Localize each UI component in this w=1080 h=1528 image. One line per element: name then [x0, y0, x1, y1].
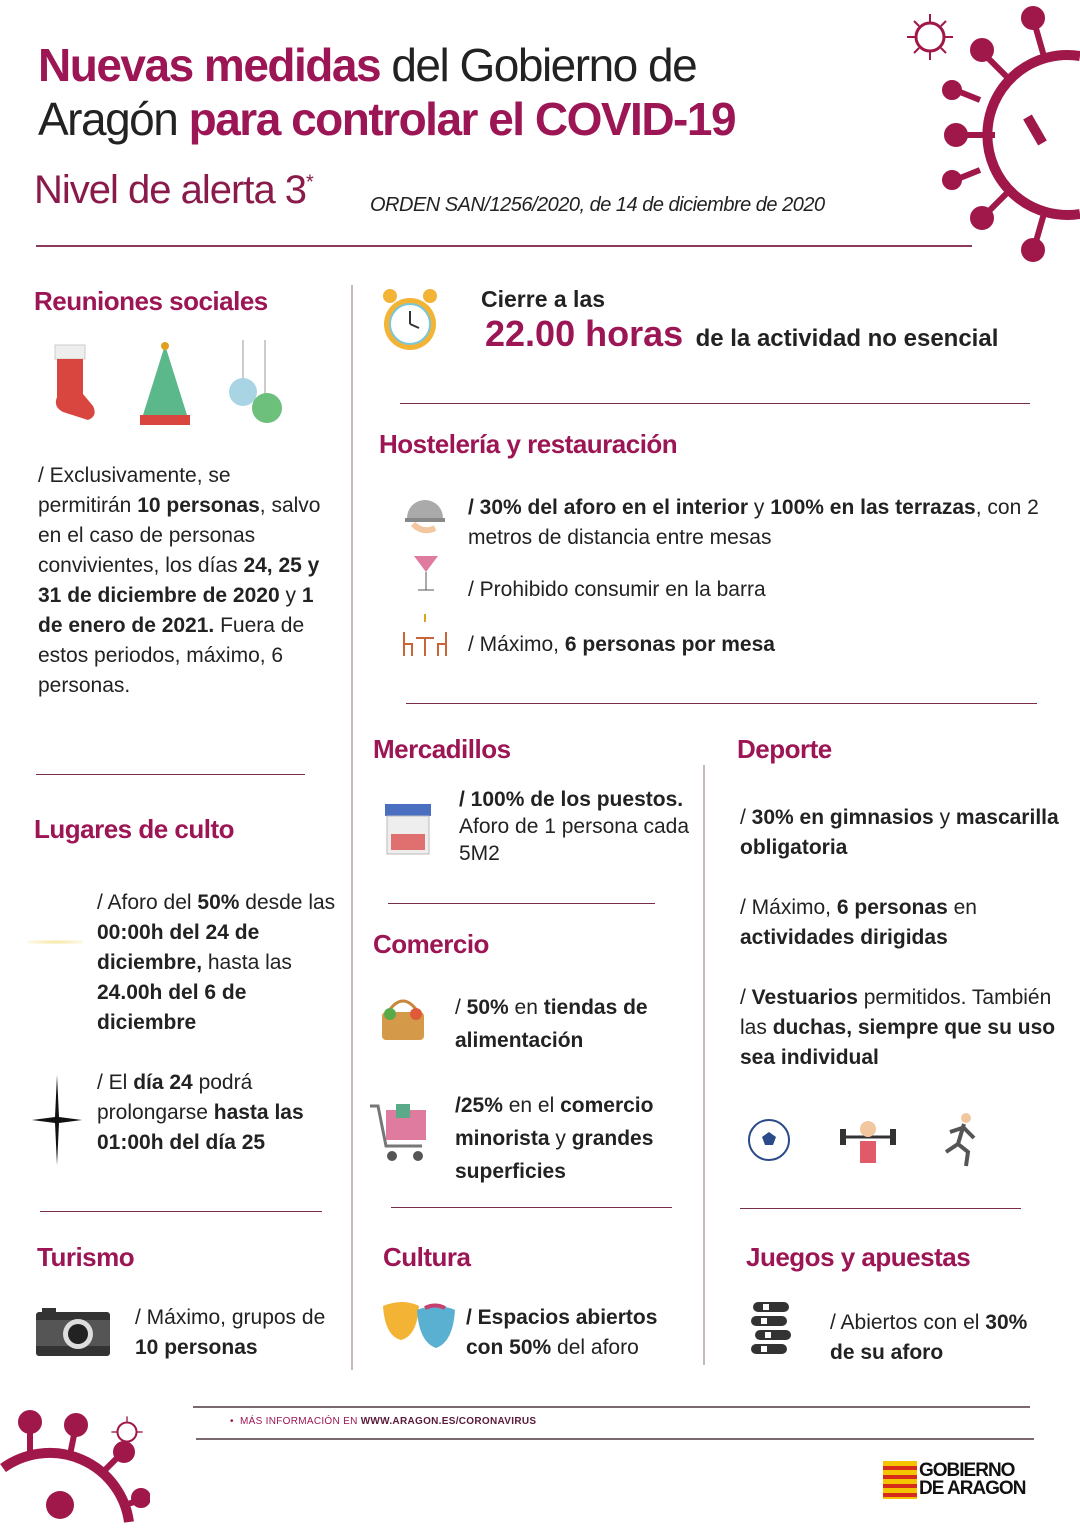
divider [740, 1208, 1021, 1209]
closing-line-2 [485, 313, 998, 355]
casino-chips-icon [749, 1300, 793, 1358]
text-segment: / [740, 806, 752, 829]
text-segment: del aforo [551, 1336, 639, 1359]
bold-text-segment: 6 personas [836, 896, 948, 919]
mercadillos-text [459, 786, 689, 867]
bold-text-segment: para controlar el COVID-19 [188, 93, 736, 145]
text-segment: podrá prolongarse [97, 1071, 253, 1124]
bold-text-segment: hasta las 01:00h del día 25 [97, 1101, 304, 1154]
small-virus-icon [905, 12, 955, 62]
culto-item-1 [97, 888, 347, 1038]
hosteleria-item-3 [468, 630, 775, 660]
alert-asterisk: * [306, 171, 313, 194]
bold-text-segment: 1 de enero de 2021. [38, 584, 314, 637]
comercio-heading: Comercio [373, 929, 489, 959]
bullet: • [230, 1416, 240, 1427]
deporte-item-2 [740, 893, 1060, 953]
runner-icon [942, 1112, 980, 1168]
text-segment: / Abiertos con el [830, 1311, 986, 1334]
weightlifting-icon [838, 1115, 898, 1167]
bold-text-segment: Vestuarios [751, 986, 858, 1009]
deporte-item-1 [740, 803, 1060, 863]
theater-masks-icon [381, 1300, 457, 1352]
bold-text-segment: 50% [197, 891, 240, 914]
juegos-heading: Juegos y apuestas [746, 1242, 971, 1272]
bold-text-segment: 10 personas [135, 1336, 258, 1359]
bold-text-segment: Nuevas medidas [38, 39, 381, 91]
ornaments-icon [225, 340, 285, 428]
text-segment: / Máximo, [740, 896, 837, 919]
star-icon [32, 1075, 82, 1165]
text-segment: / El [97, 1071, 134, 1094]
small-virus-icon [110, 1415, 144, 1449]
more-info [230, 1416, 536, 1427]
grocery-basket-icon [378, 994, 428, 1044]
text-segment: , con 2 metros de distancia entre mesas [468, 496, 1039, 549]
text-segment: / Aforo del [97, 891, 198, 914]
deporte-item-3 [740, 983, 1070, 1073]
bold-text-segment: grandes superficies [455, 1127, 654, 1183]
text-segment: / [740, 986, 752, 1009]
closing-rest: de la actividad no esencial [695, 325, 999, 352]
alert-level-text: Nivel de alerta 3 [34, 168, 307, 212]
divider [391, 1207, 672, 1208]
text-segment: / Exclusivamente, se permitirán [38, 464, 231, 517]
title-line-2 [38, 92, 735, 146]
text-segment: / [455, 996, 467, 1019]
turismo-heading: Turismo [37, 1242, 135, 1272]
logo-line-1: GOBIERNO [919, 1460, 1015, 1481]
text-segment: Fuera de estos periodos, máximo, 6 personas. [38, 614, 305, 697]
bold-text-segment: 100% en las terrazas [770, 496, 976, 519]
text-segment: / Máximo, grupos de [135, 1306, 326, 1329]
bold-text-segment: / Espacios abiertos con 50% [466, 1306, 658, 1359]
bold-text-segment: 30% en gimnasios [751, 806, 934, 829]
text-segment: permitidos. También las [740, 986, 1052, 1039]
more-info-link[interactable]: WWW.ARAGON.ES/CORONAVIRUS [360, 1416, 537, 1427]
bold-text-segment: comercio minorista [455, 1094, 654, 1150]
bold-text-segment: actividades dirigidas [740, 926, 948, 949]
title-line-1 [38, 38, 696, 92]
text-segment: y [933, 806, 956, 829]
reuniones-text [38, 461, 323, 701]
turismo-text [135, 1303, 335, 1363]
bold-text-segment: tiendas de alimentación [455, 996, 648, 1052]
alert-level [34, 168, 313, 213]
hosteleria-heading: Hostelería y restauración [379, 429, 678, 459]
soccer-ball-icon [747, 1118, 791, 1162]
bold-text-segment: mascarilla obligatoria [740, 806, 1059, 859]
text-segment: Aforo de 1 persona cada 5M2 [459, 815, 689, 865]
camera-icon [36, 1308, 110, 1356]
column-divider [703, 765, 705, 1365]
bold-text-segment: /25% [455, 1094, 503, 1117]
divider [388, 903, 655, 904]
text-segment: Aragón [38, 93, 189, 145]
christmas-tree-icon [135, 340, 195, 428]
bold-text-segment: 00:00h del 24 de diciembre, [97, 921, 260, 974]
comercio-item-2 [455, 1089, 700, 1188]
shopping-cart-icon [368, 1100, 432, 1166]
logo-line-2: DE ARAGON [919, 1478, 1026, 1499]
bold-text-segment: 10 personas [137, 494, 260, 517]
gobierno-aragon-logo [883, 1461, 1025, 1499]
serving-cloche-icon [403, 492, 447, 536]
reuniones-heading: Reuniones sociales [34, 286, 268, 316]
hosteleria-item-2 [468, 575, 766, 605]
light-glow-icon [28, 940, 83, 944]
bold-text-segment: 24.00h del 6 de diciembre [97, 981, 247, 1034]
text-segment: y [279, 584, 302, 607]
text-segment: y [549, 1127, 572, 1150]
bold-text-segment: 24, 25 y 31 de diciembre de 2020 [38, 554, 320, 607]
bold-text-segment: 50% [466, 996, 509, 1019]
order-reference: ORDEN SAN/1256/2020, de 14 de diciembre de 2020 [370, 194, 825, 216]
divider [193, 1406, 1030, 1408]
text-segment: y [748, 496, 771, 519]
text-segment: / Prohibido consumir en la barra [468, 578, 766, 601]
stocking-icon [45, 340, 100, 425]
bold-text-segment: / 30% del aforo en el interior [468, 496, 749, 519]
juegos-text [830, 1308, 1040, 1368]
text-segment: hasta las [202, 951, 292, 974]
bold-text-segment: 30% de su aforo [830, 1311, 1028, 1364]
divider [406, 703, 1037, 704]
text-segment: del Gobierno de [380, 39, 697, 91]
market-stall-icon [383, 804, 433, 856]
cocktail-icon [412, 550, 440, 594]
text-segment: desde las [239, 891, 336, 914]
divider [400, 403, 1030, 404]
bold-text-segment: día 24 [133, 1071, 193, 1094]
mercadillos-heading: Mercadillos [373, 734, 511, 764]
closing-line-1: Cierre a las [481, 286, 606, 312]
bold-text-segment: / 100% de los puestos. [459, 788, 684, 811]
table-chairs-icon [400, 612, 450, 658]
text-segment: / Máximo, [468, 633, 565, 656]
virus-decoration-icon [940, 0, 1080, 270]
bold-text-segment: duchas, siempre que su uso sea individual [740, 1016, 1056, 1069]
text-segment: , salvo en el caso de personas convivientes, los días [38, 494, 321, 577]
aragon-flag-icon [883, 1461, 917, 1499]
divider [36, 774, 305, 775]
text-segment: en el [502, 1094, 561, 1117]
text-segment: en [947, 896, 977, 919]
alarm-clock-icon [380, 284, 440, 358]
cultura-heading: Cultura [383, 1242, 471, 1272]
cultura-text [466, 1303, 696, 1363]
culto-item-2 [97, 1068, 337, 1158]
more-info-prefix: MÁS INFORMACIÓN EN [239, 1416, 361, 1427]
closing-time: 22.00 horas [485, 313, 684, 354]
deporte-heading: Deporte [737, 734, 832, 764]
divider [36, 245, 972, 247]
column-divider [351, 285, 353, 1370]
culto-heading: Lugares de culto [34, 814, 235, 844]
comercio-item-1 [455, 991, 695, 1057]
divider [196, 1438, 1034, 1440]
hosteleria-item-1 [468, 493, 1043, 553]
divider [40, 1211, 322, 1212]
text-segment: en [508, 996, 544, 1019]
bold-text-segment: 6 personas por mesa [564, 633, 775, 656]
